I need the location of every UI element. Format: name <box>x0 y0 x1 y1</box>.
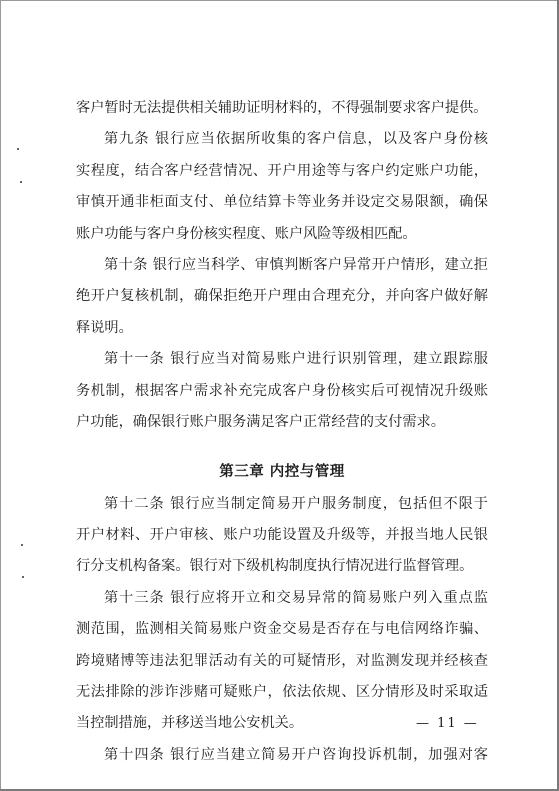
text-line: 第十四条 银行应当建立简易开户咨询投诉机制，加强对客 <box>104 746 488 763</box>
text-line: 当控制措施，并移送当地公安机关。 <box>76 715 304 732</box>
scan-speck <box>17 148 19 150</box>
text-line: 第十一条 银行应当对简易账户进行识别管理，建立跟踪服 <box>104 351 488 368</box>
text-line: 户功能，确保银行账户服务满足客户正常经营的支付需求。 <box>76 413 445 430</box>
page-number: — 11 — <box>416 716 479 731</box>
document-body <box>76 93 488 771</box>
text-line: 开户材料、开户审核、账户功能设置及升级等，并报当地人民银 <box>76 527 488 544</box>
text-line: 客户暂时无法提供相关辅助证明材料的，不得强制要求客户提供。 <box>76 100 488 116</box>
text-line: 第十三条 银行应将开立和交易异常的简易账户列入重点监 <box>104 589 488 606</box>
scan-speck <box>20 181 22 183</box>
text-line: 审慎开通非柜面支付、单位结算卡等业务并设定交易限额，确保 <box>76 194 488 211</box>
text-line: 跨境赌博等违法犯罪活动有关的可疑情形，对监测发现并经核查 <box>76 652 488 669</box>
scan-speck <box>21 544 23 546</box>
heading-spacer <box>76 438 488 457</box>
text-line: 绝开户复核机制，确保拒绝开户理由合理充分，并向客户做好解 <box>76 288 488 305</box>
text-line: 第九条 银行应当依据所收集的客户信息，以及客户身份核 <box>104 131 488 148</box>
text-line: 无法排除的涉诈涉赌可疑账户，依法依规、区分情形及时采取适 <box>76 684 488 701</box>
text-line: 第十二条 银行应当制定简易开户服务制度，包括但不限于 <box>104 495 488 512</box>
text-line: 释说明。 <box>76 319 133 336</box>
text-line: 实程度，结合客户经营情况、开户用途等与客户约定账户功能， <box>76 162 488 179</box>
text-line: 账户功能与客户身份核实程度、账户风险等级相匹配。 <box>76 225 417 242</box>
text-line: 行分支机构备案。银行对下级机构制度执行情况进行监督管理。 <box>76 558 474 575</box>
chapter-heading: 第三章 内控与管理 <box>219 464 345 481</box>
page-border-top <box>0 0 559 1</box>
text-line: 第十条 银行应当科学、审慎判断客户异常开户情形，建立拒 <box>104 256 488 273</box>
scan-speck <box>22 576 24 578</box>
page-border-left <box>0 0 1 791</box>
paragraphs-before-chapter <box>76 93 488 438</box>
text-line: 测范围，监测相关简易账户资金交易是否存在与电信网络诈骗、 <box>76 621 488 638</box>
text-line: 务机制，根据客户需求补充完成客户身份核实后可视情况升级账 <box>76 382 488 399</box>
